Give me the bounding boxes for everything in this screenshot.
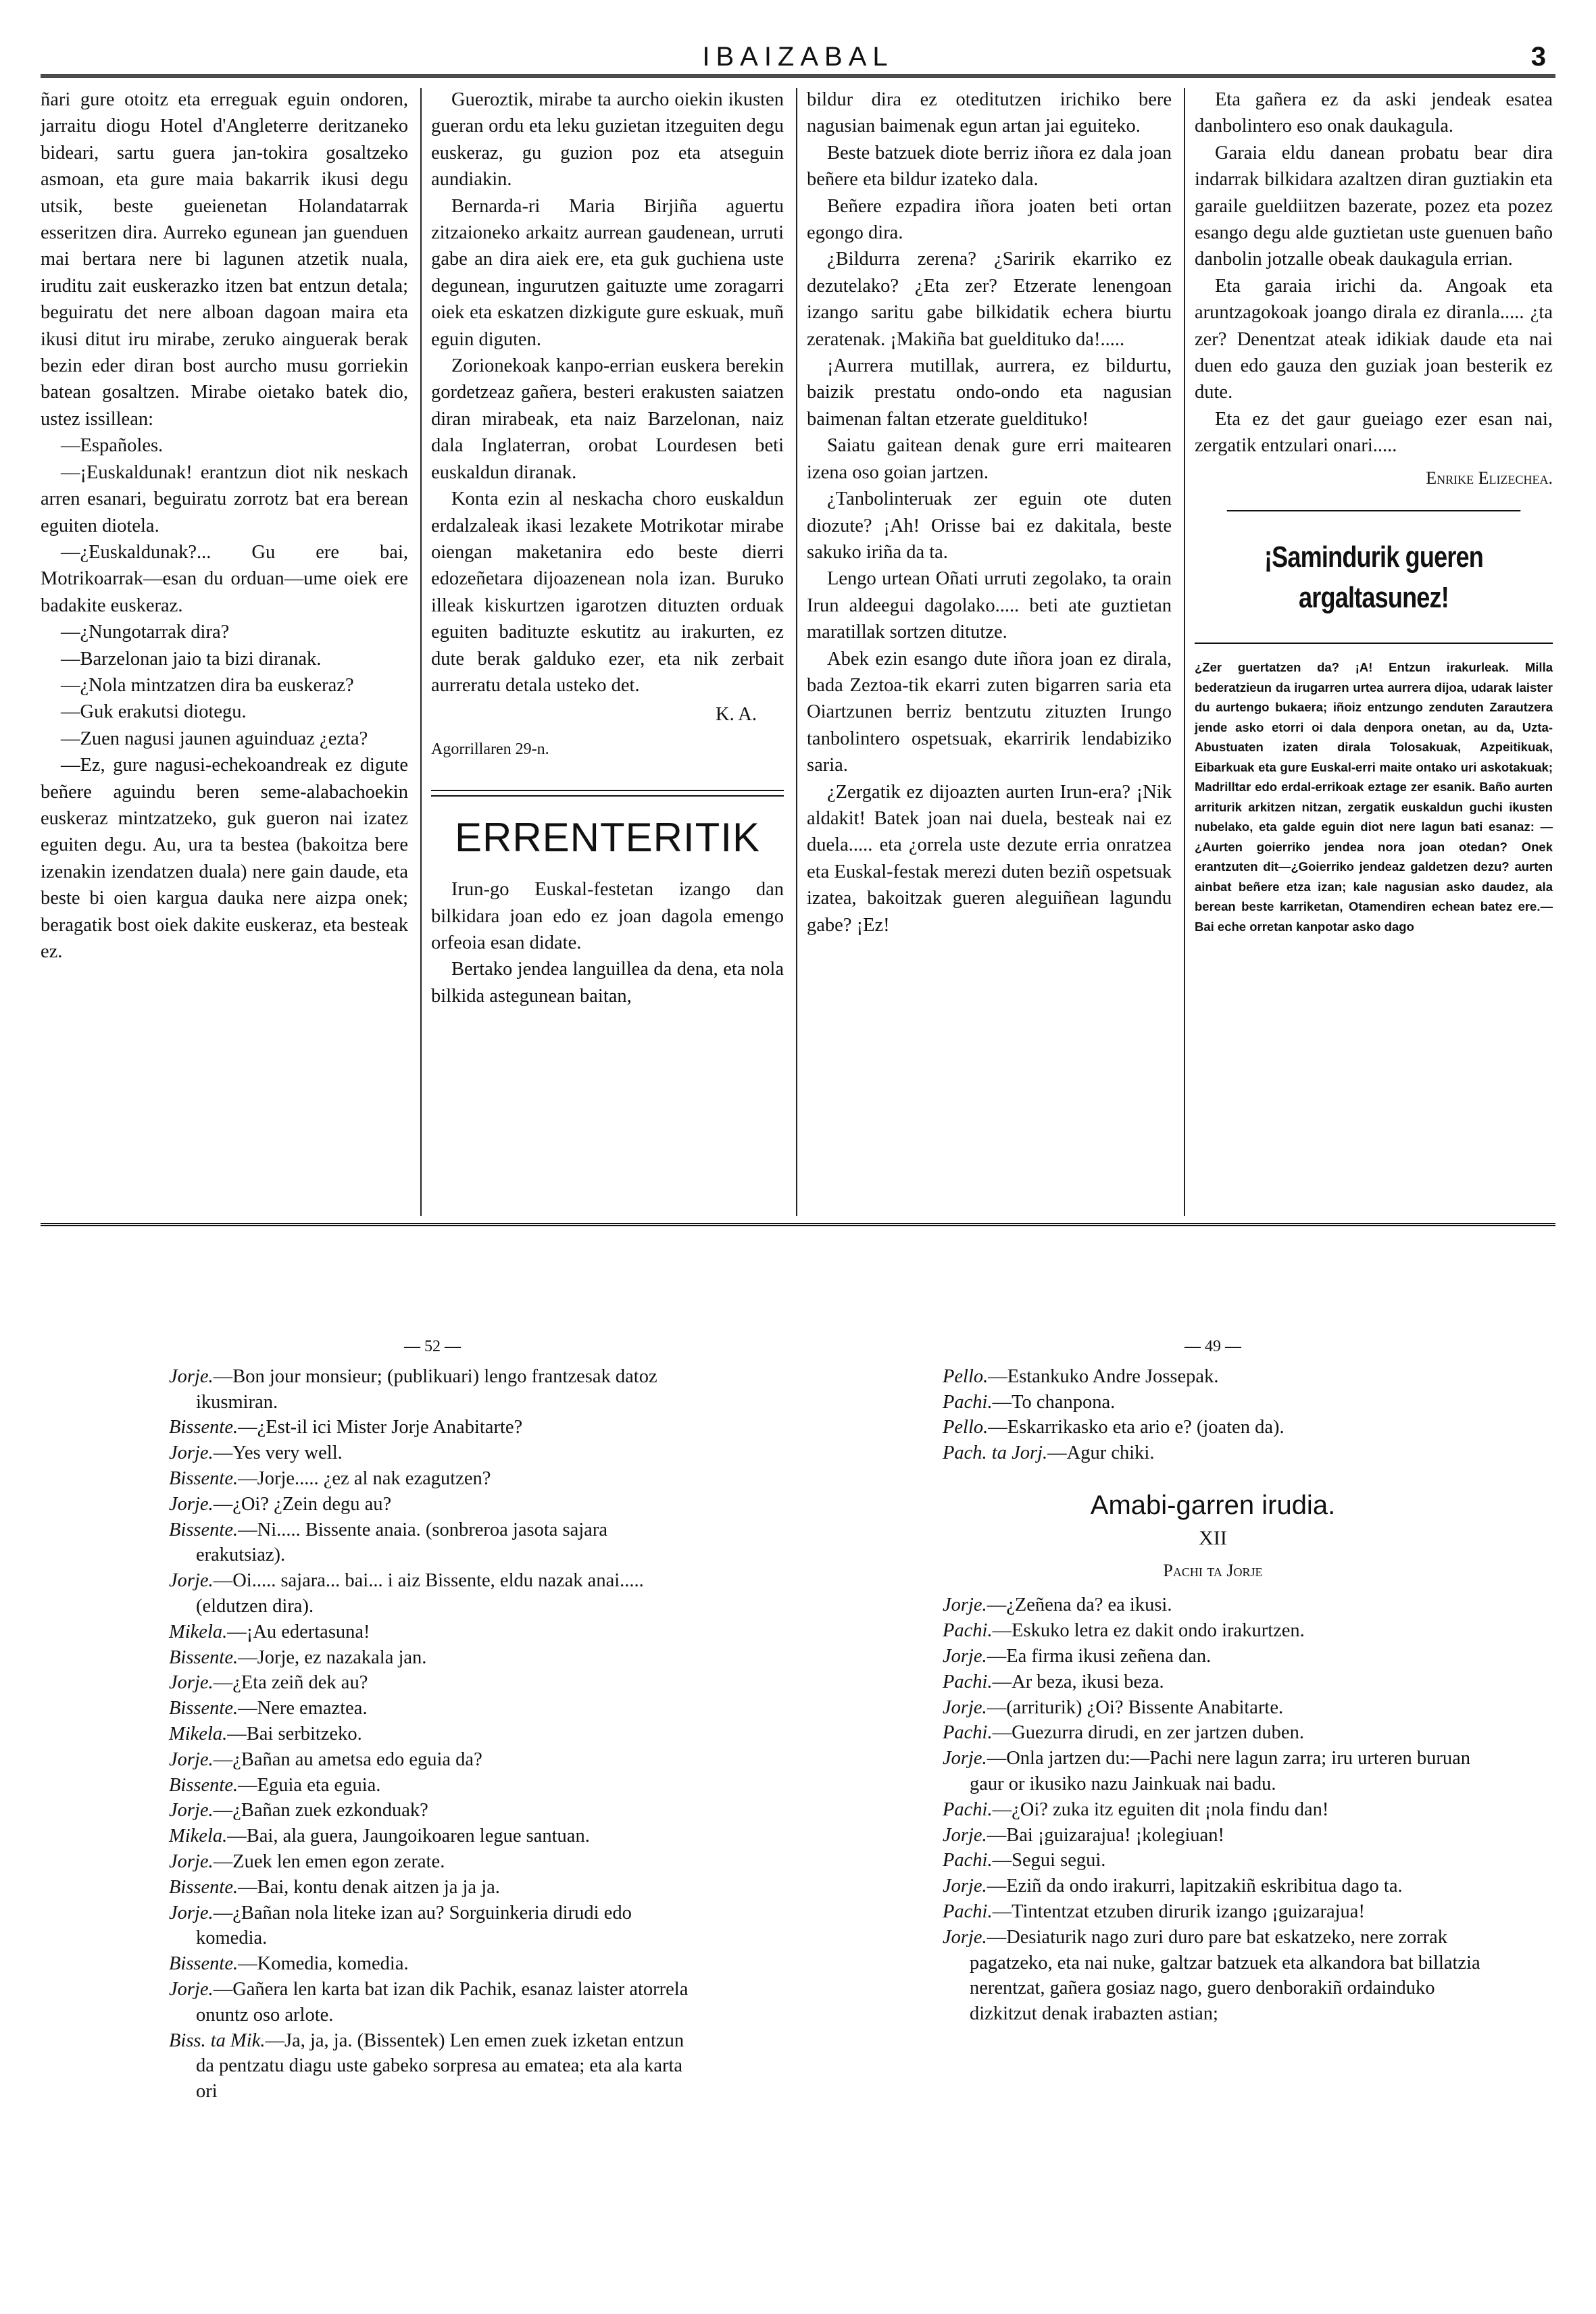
speaker-name: Jorje. [169,1851,214,1872]
dialogue-text: —(arriturik) ¿Oi? Bissente Anabitarte. [987,1696,1284,1718]
dialogue-line [169,1619,696,1645]
speaker-name: Mikela. [169,1826,228,1847]
page-number: 3 [1530,42,1546,72]
paragraph: ¿Tanbolinteruak zer eguin ote duten diozute? ¡Ah! Orisse bai ez dakitala, beste sakuko iriña da ta. [807,488,1172,563]
dialogue-line [169,1773,696,1799]
dialogue-text: —Eskarrikasko eta ario e? (joaten da). [988,1417,1285,1438]
paragraph: Eta gañera ez da aski jendeak esatea danbolintero eso onak daukagula. [1195,89,1553,137]
paragraph: ñari gure otoitz eta erreguak eguin ondoren, jarraitu diogu Hotel d'Angleterre deritzaneko bideari, sartu guera jan-tokira gosaltzeko asmoan, eta gure maia bakarrik ikusi degu utsik, beste gueienetan Holandatarrak esseritzen dira. Aurreko egunean jan guenduen mai bertara nere bi lagunen atzetik nuala, iruditu zait euskerazko itzen bat entzun detala; beguiratu det nere alboan dagoan maira eta ikusi ditut iru mirabe, zeruko ainguerak berak bezin eder diran bost aurcho musu gorriekin batean gosaltzen. Mirabe oietako batek dio, ustez issillean: [41,89,408,430]
samindurik-text: ¿Zer guertatzen da? ¡A! Entzun irakurleak. Milla bederatzieun da irugarren urtea aurrera dijoa, udarak laister du aurtengo bukaera; iñoiz entzungo zenduten Zarautzera jende asko etorri oi dala denpora onetan, au da, Uzta-Abustuaten izaten dirala Tolosakuak, Azpeitikuak, Eibarkuak eta gure Euskal-erri maite ontako uri askotakuak; Madrilltar edo erdal-errikoak eztage zer esanik. Baño aurten arriturik arkitzen nitzan, zergatik euskaldun guchi ikusten nubelako, eta galde eguin diot nere lagun bati esanaz: —¿Aurten goierriko jendea nora joan otedan? Onek erantzuten dit—¿Goierriko jendeaz galdetzen dezu? aurten ainbat beñere etza izan; kale nagusian asko daudez, ala berean beste karriketan, Otamendiren echean batez ere.—Bai eche orretan kanpotar asko dago [1195,660,1553,934]
dialogue-text: —Eguia eta eguia. [238,1774,381,1796]
dialogue-line [169,1364,696,1415]
speaker-name: Pachi. [943,1620,993,1642]
dialogue-text: —Gañera len karta bat izan dik Pachik, esanaz laister atorrela onuntz oso arlote. [196,1978,689,2026]
dialogue-line [169,1798,696,1823]
article-date: Agorrillaren 29-n. [431,740,549,758]
dialogue-text: —¿Bañan zuek ezkonduak? [213,1800,428,1821]
dialogue-line [169,1977,696,2028]
speaker-name: Jorje. [943,1645,987,1667]
dialogue-line [169,1517,696,1569]
header-rule [41,74,1555,78]
dialogue-text: —Bai ¡guizarajua! ¡kolegiuan! [987,1824,1225,1846]
speaker-name: Bissente. [169,1519,239,1540]
paragraph: Beste batzuek diote berriz iñora ez dala joan beñere eta bildur izateko dala. [807,142,1172,191]
dialogue-line [943,1592,1483,1618]
speaker-name: Bissente. [169,1417,239,1438]
dialogue-line [169,1721,696,1747]
speaker-name: Pachi. [943,1901,993,1922]
dialogue-line [943,1440,1483,1466]
speaker-name: Jorje. [169,1672,214,1694]
paragraph: —Barzelonan jaio ta bizi diranak. [61,648,322,670]
paragraph: —¡Euskaldunak! erantzun diot nik neskach arren esanari, beguiratu zorrotz bat era berean eguiten diotela. [41,461,408,536]
newspaper-title: IBAIZABAL [702,42,894,72]
paragraph: bildur dira ez oteditutzen irichiko bere nagusian baimenak egun artan jai eguiteko. [807,89,1172,137]
play-page-52 [169,1334,696,2105]
dialogue-text: —¿Oi? ¿Zein degu au? [213,1493,392,1515]
speaker-name: Jorje. [169,1978,214,2000]
speaker-name: Bissente. [169,1774,239,1796]
dialogue-text: —Desiaturik nago zuri duro pare bat eskatzeko, nere zorrak pagatzeko, eta nai nuke, galtzar batzuek eta alkandora bat billatzia nerentzat, gañera gosiaz nago, guero denborakiñ ordainduko dizkitzut denak irabazten astian; [970,1926,1480,2025]
scene-number: XII [1199,1526,1227,1549]
speaker-name: Jorje. [169,1442,214,1464]
dialogue-text: —Guezurra dirudi, en zer jartzen duben. [992,1722,1304,1744]
dialogue-line [169,2028,696,2105]
dialogue-line [169,1415,696,1440]
speaker-name: Bissente. [169,1646,239,1668]
dialogue-line [169,1466,696,1492]
footer-rule [41,1223,1555,1226]
speaker-name: Jorje. [169,1570,214,1592]
dialogue-line [943,1823,1483,1848]
speaker-name: Jorje. [169,1365,214,1387]
speaker-name: Jorje. [169,1902,214,1923]
dialogue-text: —Segui segui. [992,1850,1106,1871]
speaker-name: Bissente. [169,1953,239,1975]
article-column-2 [431,86,784,1009]
play-page-49 [943,1334,1483,2027]
speaker-name: Jorje. [943,1696,987,1718]
dialogue-line [943,1364,1483,1390]
dialogue-line [943,1797,1483,1823]
dialogue-text: —¿Zeñena da? ea ikusi. [987,1594,1172,1616]
paragraph: Beñere ezpadira iñora joaten beti ortan egongo dira. [807,195,1172,244]
paragraph: —Guk erakutsi diotegu. [61,701,247,723]
dialogue-text: —Eziñ da ondo irakurri, lapitzakiñ eskribitua dago ta. [987,1876,1403,1897]
dialogue-text: —Estankuko Andre Jossepak. [988,1365,1219,1387]
scene-characters: Pachi ta Jorje [1163,1560,1263,1580]
speaker-name: Jorje. [943,1876,987,1897]
dialogue-line [169,1849,696,1875]
dialogue-text: —¿Bañan nola liteke izan au? Sorguinkeria dirudi edo komedia. [196,1902,632,1949]
dialogue-text: —Oi..... sajara... bai... i aiz Bissente, eldu nazak anai..... (eldutzen dira). [196,1570,644,1617]
paragraph: Eta garaia irichi da. Angoak eta aruntzagokoak joango dirala ez diranla..... ¿ta zer? Denentzat ateak idikiak daude eta nai duen edo gauza den guziak joan besterik ez dute. [1195,275,1553,403]
play-page-number: — 49 — [1184,1338,1241,1355]
article-column-3 [807,86,1172,938]
dialogue-text: —¿Eta zeiñ dek au? [213,1672,368,1694]
speaker-name: Pachi. [943,1722,993,1744]
paragraph: ¿Zergatik ez dijoazten aurten Irun-era? ¡Nik aldakit! Batek joan nai duela, besteak nai ez duela..... eta ¿orrela uste dezute erria onratzea eta Euskal-festak merezi duten beziñ ospetsuak izatea, bakoitzak gueren aleguiñean lagundu gabe? ¡Ez! [807,781,1172,936]
dialogue-line [943,1720,1483,1746]
paragraph: —Ez, gure nagusi-echekoandreak ez digute beñere aguindu beren seme-alabachoekin euskeraz mintzatzeko, guk gueron nai izatez eguiten degu. Au, ura ta bestea (bakoitza bere izenakin izendatzen duala) nere gain daude, eta beste bi oien kargua dauka nere aizpa onek; beragatik bost oiek dakite euskeraz, eta besteak ez. [41,755,408,962]
article-column-1 [41,86,408,965]
dialogue-text: —Ja, ja, ja. (Bissentek) Len emen zuek izketan entzun da pentzatu diagu uste gabeko sorpresa au ematea; eta ala karta ori [196,2030,684,2103]
speaker-name: Jorje. [943,1926,987,1948]
paragraph: Irun-go Euskal-festetan izango dan bilkidara joan edo ez joan dagola emengo orfeoia esan didate. [431,879,784,953]
dialogue-line [943,1899,1483,1925]
dialogue-line [169,1901,696,1952]
dialogue-line [943,1695,1483,1721]
speaker-name: Pello. [943,1417,989,1438]
dialogue-text: —Jorje, ez nazakala jan. [238,1646,427,1668]
dialogue-text: —¿Bañan au ametsa edo eguia da? [213,1749,482,1770]
dialogue-line [943,1925,1483,2027]
speaker-name: Jorje. [169,1493,214,1515]
dialogue-line [169,1670,696,1696]
dialogue-line [169,1440,696,1466]
dialogue-text: —Eskuko letra ez dakit ondo irakurtzen. [992,1620,1305,1642]
column-divider [796,88,797,1216]
dialogue-text: —Onla jartzen du:—Pachi nere lagun zarra; iru urteren buruan gaur or ikusiko nazu Jainkuak nai badu. [970,1748,1471,1794]
dialogue-line [943,1873,1483,1899]
dialogue-line [943,1390,1483,1415]
speaker-name: Jorje. [943,1824,987,1846]
dialogue-line [943,1848,1483,1873]
dialogue-line [943,1415,1483,1440]
speaker-name: Mikela. [169,1723,228,1744]
paragraph: Bertako jendea languillea da dena, eta nola bilkida astegunean baitan, [431,959,784,1007]
speaker-name: Bissente. [169,1698,239,1719]
dialogue-text: —Ni..... Bissente anaia. (sonbreroa jasota sajara erakutsiaz). [196,1519,607,1566]
article-signature: K. A. [716,704,757,726]
speaker-name: Pachi. [943,1391,993,1413]
dialogue-text: —Ar beza, ikusi beza. [992,1671,1164,1692]
scene-title: Amabi-garren irudia. [1090,1490,1336,1520]
speaker-name: Pachi. [943,1799,993,1820]
dialogue-text: —Jorje..... ¿ez al nak ezagutzen? [238,1467,491,1489]
dialogue-text: —¿Oi? zuka itz eguiten dit ¡nola findu dan! [992,1799,1329,1820]
dialogue-line [169,1747,696,1773]
paragraph: Eta ez det gaur gueiago ezer esan nai, zergatik entzulari onari..... [1195,408,1553,457]
dialogue-line [169,1568,696,1619]
dialogue-line [169,1823,696,1849]
paragraph: Gueroztik, mirabe ta aurcho oiekin ikusten gueran ordu eta leku guzietan itzeguiten degu euskeraz, gu guzion poz eta atseguin aundiakin. [431,89,784,191]
paragraph: —Españoles. [61,435,164,457]
speaker-name: Pachi. [943,1671,993,1692]
paragraph: —¿Nola mintzatzen dira ba euskeraz? [61,674,354,696]
dialogue-line [943,1669,1483,1695]
dialogue-text: —Tintentzat etzuben dirurik izango ¡guizarajua! [992,1901,1365,1922]
dialogue-line [169,1696,696,1721]
speaker-name: Jorje. [943,1594,987,1616]
paragraph: Lengo urtean Oñati urruti zegolako, ta orain Irun aldeegui dagolako..... beti ate guztietan maratillak sortzen ditutze. [807,568,1172,643]
speaker-name: Bissente. [169,1467,239,1489]
column-divider [1184,88,1185,1216]
dialogue-text: —¿Est-il ici Mister Jorje Anabitarte? [238,1417,523,1438]
speaker-name: Jorje. [943,1748,987,1769]
speaker-name: Jorje. [169,1800,214,1821]
dialogue-text: —Nere emaztea. [238,1698,368,1719]
dialogue-text: —To chanpona. [992,1391,1116,1413]
dialogue-line [943,1746,1483,1797]
paragraph: Abek ezin esango dute iñora joan ez dirala, bada Zeztoa-tik ekarri zuten bigarren saria eta Oiartzunen berriz bentzutu zituzten Irungo tanbolintero ospetsuak, ekarririk lendabiziko saria. [807,648,1172,776]
paragraph: Zorionekoak kanpo-errian euskera berekin gordetzeaz gañera, besteri erakusten saiatzen diran mirabeak, eta naiz Barzelonan, naiz dala Inglaterran, orobat Lourdesen beti euskaldun diranak. [431,355,784,483]
dialogue-line [169,1951,696,1977]
paragraph: Garaia eldu danean probatu bear dira indarrak bilkidara azaltzen diran guztiakin eta garaile gueldiitzen bazerate, pozez eta pozez esango degu alde guztietan uste guenuen baño danbolin jotzalle obeak daukagula errian. [1195,142,1553,270]
dialogue-text: —¡Au edertasuna! [227,1621,370,1642]
article-column-4 [1195,86,1553,936]
dialogue-text: —Yes very well. [213,1442,343,1464]
play-page-number: — 52 — [404,1338,461,1355]
dialogue-text: —Komedia, komedia. [238,1953,409,1975]
paragraph: —¿Euskaldunak?... Gu ere bai, Motrikoarrak—esan du orduan—ume oiek ere badakite euskeraz. [41,541,408,616]
dialogue-line [943,1618,1483,1644]
column-divider [420,88,422,1216]
dialogue-text: —Zuek len emen egon zerate. [213,1851,445,1872]
dialogue-text: —Agur chiki. [1047,1442,1155,1464]
dialogue-line [169,1645,696,1671]
section-heading-samindurik: ¡Samindurik gueren argaltasunez! [1227,510,1521,618]
paragraph: Bernarda-ri Maria Birjiña aguertu zitzaioneko arkaitz aurrean gaudenean, urruti gabe an dira aiek ere, eta guk guchiena uste degunean, ingurutzen gaituzte ume zoragarri oiek eta eskatzen dizkigute gure eskuak, muñ eguin diguten. [431,195,784,350]
article-signature: Enrike Elizechea. [1426,468,1553,488]
dialogue-text: —Bai, kontu denak aitzen ja ja ja. [238,1876,500,1898]
paragraph: —¿Nungotarrak dira? [61,622,230,643]
speaker-name: Biss. ta Mik. [169,2030,266,2051]
page-header [41,42,1555,72]
dialogue-line [169,1875,696,1901]
dialogue-text: —Ea firma ikusi zeñena dan. [987,1645,1212,1667]
paragraph: ¡Aurrera mutillak, aurrera, ez bildurtu, baizik prestatu ondo-ondo eta nagusian baimenan faltan etzerate gueldituko! [807,355,1172,430]
dialogue-line [943,1644,1483,1669]
speaker-name: Pach. ta Jorj. [943,1442,1048,1464]
paragraph: Saiatu gaitean denak gure erri maitearen izena oso goian jartzen. [807,435,1172,483]
speaker-name: Jorje. [169,1749,214,1770]
dialogue-text: —Bon jour monsieur; (publikuari) lengo frantzesak datoz ikusmiran. [196,1365,657,1413]
dialogue-text: —Bai, ala guera, Jaungoikoaren legue santuan. [227,1826,590,1847]
speaker-name: Pello. [943,1365,989,1387]
paragraph: ¿Bildurra zerena? ¿Saririk ekarriko ez dezutelako? ¿Eta zer? Etzerate lenengoan izango saritu gabe bilkidatik echera biurtu zeratenak. ¡Makiña bat gueldituko da!..... [807,249,1172,350]
paragraph: Konta ezin al neskacha choro euskaldun erdalzaleak ikasi lezakete Motrikotar mirabe oiengan maketanira edo beste dierri edozeñetara dijoazenean nola izan. Buruko illeak kiskurtzen igarotzen dituzten orduak eguiten badituzte eskutitz au irakurten, ez dute berak galduko ezer, eta nik zerbait aurreratu detala usteko det. [431,488,784,696]
section-heading-errenteritik: ERRENTERITIK [454,815,761,861]
paragraph: —Zuen nagusi jaunen aguinduaz ¿ezta? [61,728,368,749]
dialogue-text: —Bai serbitzeko. [227,1723,362,1744]
speaker-name: Pachi. [943,1850,993,1871]
dialogue-line [169,1492,696,1517]
speaker-name: Bissente. [169,1876,239,1898]
speaker-name: Mikela. [169,1621,228,1642]
